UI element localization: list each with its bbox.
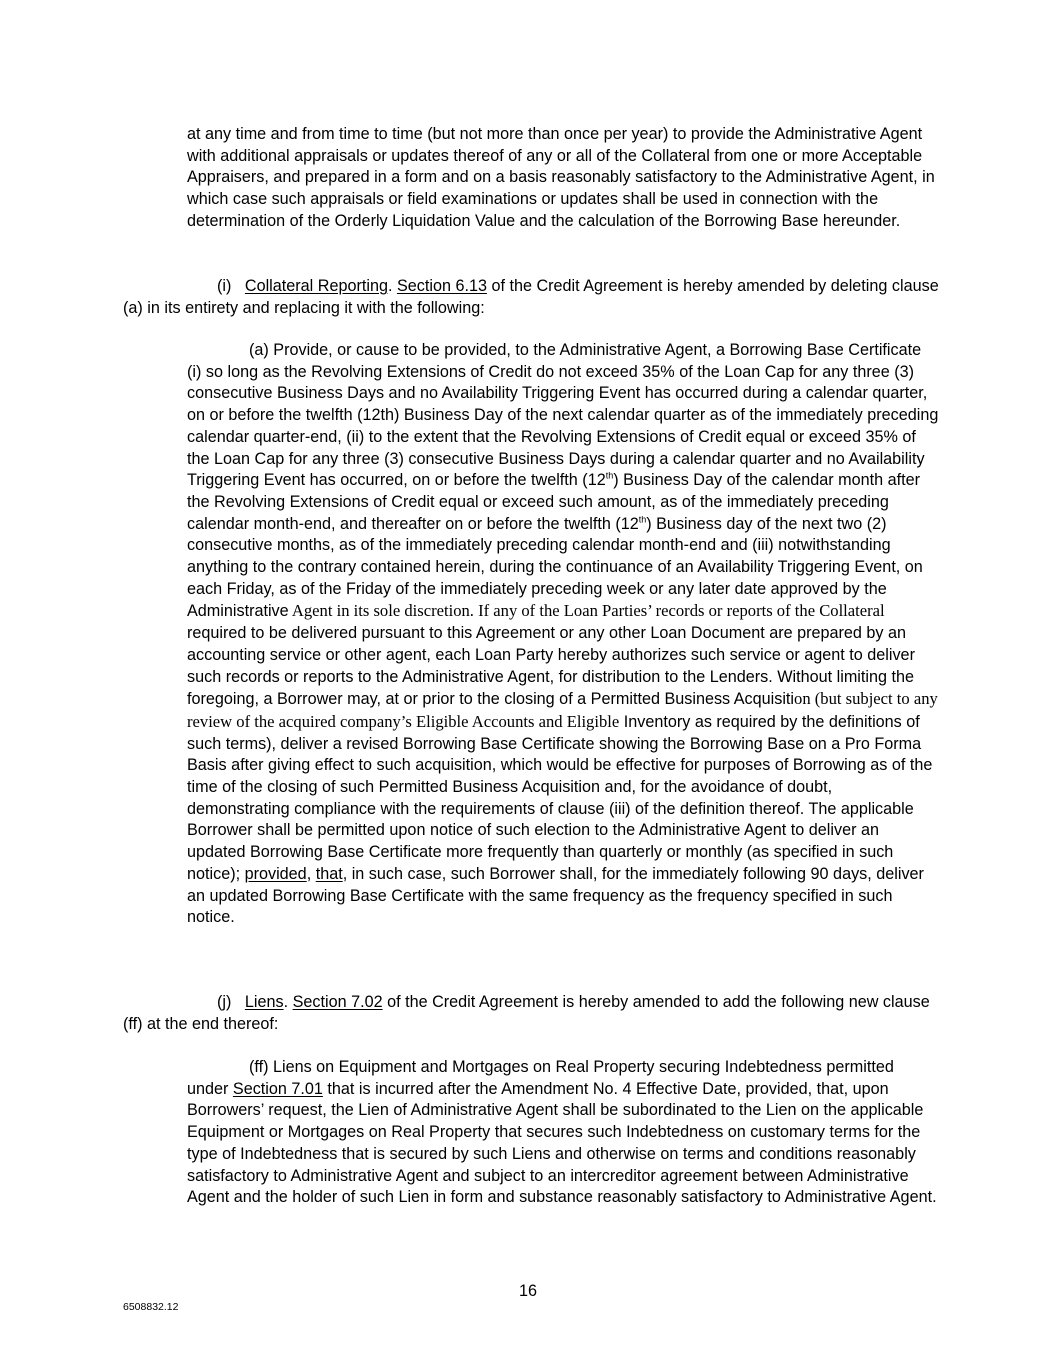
clause-a-paragraph	[187, 340, 939, 929]
clause-a-text-serif-2: on (but subject to any review of the acquired company’s Eligible Accounts and Eligible	[187, 689, 938, 731]
section-i-paragraph	[123, 276, 943, 319]
clause-a-text-1: (a) Provide, or cause to be provided, to the Administrative Agent, a Borrowing Base Certificate (i) so long as the Revolving Extensions of Credit do not exceed 35% of the Loan Cap for any three (3) consecutive Business Days and no Availability Triggering Event has occurred during a calendar quarter, on or before the twelfth (12th) Business Day of the next calendar quarter as of the immediately preceding calendar quarter-end, (ii) to the extent that the Revolving Extensions of Credit equal or exceed 35% of the Loan Cap for any three (3) consecutive Business Days during a calendar quarter and no Availability Triggering Event has occurred, on or before the twelfth (12	[187, 341, 939, 490]
section-i-heading-period: .	[387, 277, 393, 295]
continuation-paragraph	[187, 124, 939, 233]
section-6-13-reference: Section 6.13	[396, 277, 487, 295]
clause-a-text-6: , in such case, such Borrower shall, for the immediately following 90 days, deliver an updated Borrowing Base Certificate with the same frequency as the frequency specified in such notice.	[187, 864, 924, 927]
continuation-text: at any time and from time to time (but not more than once per year) to provide the Administrative Agent with additional appraisals or updates thereof of any or all of the Collateral from one or more Acceptable Appraisers, and prepared in a form and on a basis reasonably satisfactory to the Administrative Agent, in which case such appraisals or field examinations or updates shall be used in connection with the determination of the Orderly Liquidation Value and the calculation of the Borrowing Base hereunder.	[187, 125, 935, 230]
section-j-heading-period: .	[283, 993, 289, 1011]
section-i-heading: Collateral Reporting	[244, 277, 388, 295]
clause-a-text-4: required to be delivered pursuant to this Agreement or any other Loan Document are prepared by an accounting service or other agent, each Loan Party hereby authorizes such service or agent to deliver such records or reports to the Administrative Agent, for distribution to the Lenders. Without limiting the foregoing, a Borrower may, at or prior to the closing of a Permitted Business Acquisiti	[187, 624, 915, 709]
ordinal-suffix-2: th	[638, 514, 647, 525]
section-j-paragraph	[123, 992, 943, 1035]
section-j-intro: of the Credit Agreement is hereby amended to add the following new clause (ff) at the end thereof:	[123, 993, 930, 1033]
provided-comma: ,	[306, 864, 312, 883]
clause-a-text-3: ) Business day of the next two (2) consecutive months, as of the immediately preceding calendar month-end and (iii) notwithstanding anything to the contrary contained herein, during the continuance of an Availability Triggering Event, on each Friday, as of the Friday of the immediately preceding week or any later date approved by the Administrative	[187, 514, 923, 621]
document-id: 6508832.12	[123, 1301, 179, 1313]
clause-ff-text-2: that is incurred after the Amendment No. 4 Effective Date, provided, that, upon Borrowers’ request, the Lien of Administrative Agent shall be subordinated to the Lien on the applicable Equipment or Mortgages on Real Property that secures such Indebtedness on customary terms for the type of Indebtedness that is secured by such Liens and otherwise on terms and conditions reasonably satisfactory to Administrative Agent and subject to an intercreditor agreement between Administrative Agent and the holder of such Lien in form and substance reasonably satisfactory to Administrative Agent.	[187, 1079, 937, 1207]
section-j-marker: (j)	[217, 993, 232, 1011]
clause-a-text-serif-1: Agent in its sole discretion. If any of the Loan Parties’ records or reports of the Collateral	[288, 601, 885, 621]
that-term: that	[315, 864, 343, 883]
clause-a-text-5: Inventory as required by the definitions of such terms), deliver a revised Borrowing Base Certificate showing the Borrowing Base on a Pro Forma Basis after giving effect to such acquisition, which would be effective for purposes of Borrowing as of the time of the closing of such Permitted Business Acquisition and, for the avoidance of doubt, demonstrating compliance with the requirements of clause (iii) of the definition thereof. The applicable Borrower shall be permitted upon notice of such election to the Administrative Agent to deliver an updated Borrowing Base Certificate more frequently than quarterly or monthly (as specified in such notice);	[187, 712, 933, 883]
section-j-heading: Liens	[244, 993, 284, 1011]
section-i-intro: of the Credit Agreement is hereby amended by deleting clause (a) in its entirety and replacing it with the following:	[123, 277, 939, 317]
clause-a-text-2: ) Business Day of the calendar month after the Revolving Extensions of Credit equal or exceed such amount, as of the immediately preceding calendar month-end, and thereafter on or before the twelfth (12	[187, 471, 921, 533]
page-number: 16	[518, 1282, 537, 1300]
clause-ff-paragraph	[187, 1057, 939, 1209]
clause-ff-text-1: (ff) Liens on Equipment and Mortgages on Real Property securing Indebtedness permitted under	[187, 1058, 894, 1098]
ordinal-suffix-1: th	[605, 470, 614, 481]
section-i-marker: (i)	[217, 277, 232, 295]
section-7-01-reference: Section 7.01	[232, 1079, 323, 1098]
section-7-02-reference: Section 7.02	[292, 993, 383, 1011]
provided-term: provided	[244, 864, 307, 883]
